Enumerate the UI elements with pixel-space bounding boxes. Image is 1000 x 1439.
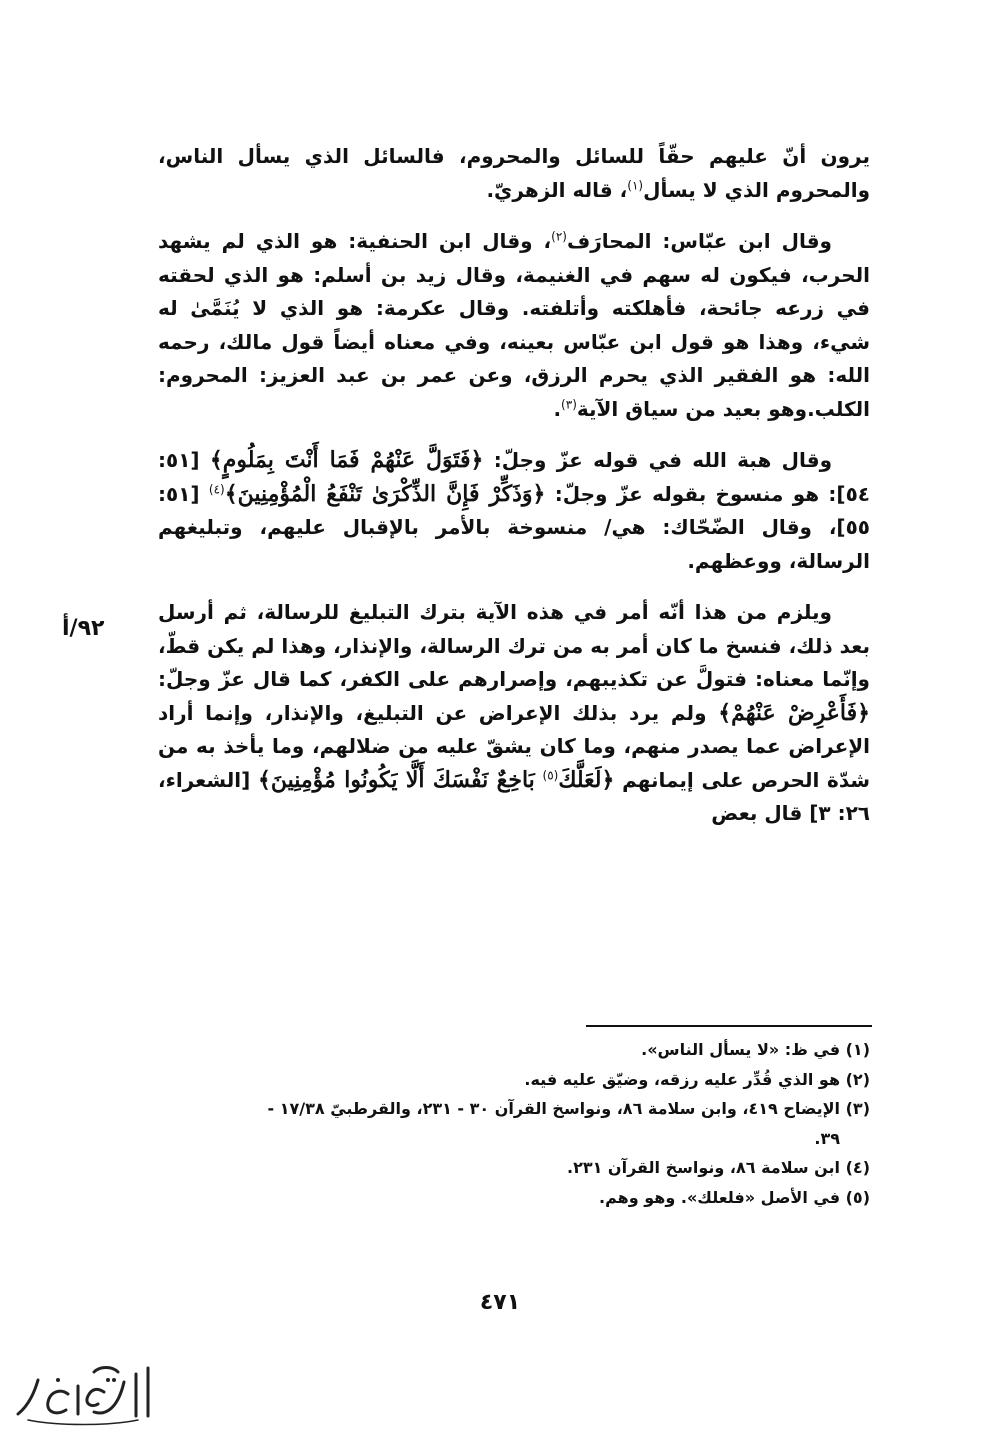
paragraph-1 <box>158 140 870 207</box>
footnote-ref-5: (٥) <box>542 767 559 782</box>
main-text <box>158 140 870 841</box>
folio-margin-note: ٩٢/أ <box>62 616 105 641</box>
paragraph-2 <box>158 225 870 426</box>
paragraph-3 <box>158 444 870 578</box>
quran-verse-2: ﴿وَذَكِّرْ فَإِنَّ الذِّكْرَىٰ تَنْفَعُ الْمُؤْمِنِينَ﴾ <box>224 480 546 507</box>
footnote-5: (٥) في الأصل «فلعلك». وهو وهم. <box>599 1187 870 1207</box>
footnote-separator <box>586 1025 872 1027</box>
paragraph-2-text: وقال ابن عبّاس: المحارَف <box>566 229 832 253</box>
quran-verse-3: ﴿فَأَعْرِضْ عَنْهُمْ﴾ <box>718 699 871 726</box>
footnote-4: (٤) ابن سلامة ٨٦، ونواسخ القرآن ٢٣١. <box>566 1158 870 1177</box>
paragraph-4-text-mid: ولم يرد بذلك الإعراض عن التبليغ، والإنذار، وإنما أراد الإعراض عما يصدر منهم، وما كان يشقّ عليه من ضلالهم، وما يأخذ به من شدّة الحرص على إيمانهم <box>158 700 871 792</box>
paragraph-4 <box>158 596 870 831</box>
calligraphy-logo <box>8 1358 158 1430</box>
footnote-ref-4: (٤) <box>208 481 225 496</box>
footnote-2: (٢) هو الذي قُدِّر عليه رزقه، وضيّق عليه فيه. <box>524 1069 870 1089</box>
footnote-ref-2: (٢) <box>551 229 567 244</box>
paragraph-2-text-end: . <box>553 396 562 421</box>
quran-verse-1: ﴿فَتَوَلَّ عَنْهُمْ فَمَا أَنْتَ بِمَلُومٍ﴾ <box>209 447 484 473</box>
paragraph-4-text-end: [الشعراء، ٢٦: ٣] قال بعض <box>158 767 870 825</box>
footnotes <box>158 1035 870 1212</box>
footnote-3-continued: ٣٩. <box>814 1128 840 1148</box>
paragraph-4-text: ويلزم من هذا أنّه أمر في هذه الآية بترك التبليغ للرسالة، ثم أرسل بعد ذلك، فنسخ ما كان أمر به من ترك الرسالة، والإنذار، وهذا لم يكن قطّ، وإنّما معناه: فتولَّ عن تكذيبهم، وإصرارهم على الكفر، كما قال عزّ وجلّ: <box>158 600 870 691</box>
paragraph-1-text: يرون أنّ عليهم حقّاً للسائل والمحروم، فالسائل الذي يسأل الناس، والمحروم الذي لا يسأل <box>158 144 870 202</box>
paragraph-3-text-end: [٥١: ٥٥]، وقال الضّحّاك: هي/ منسوخة بالأمر بالإقبال عليهم، وتبليغهم الرسالة، ووعظهم. <box>158 481 870 573</box>
quran-verse-4-start: ﴿لَعَلَّكَ <box>558 766 615 793</box>
quran-verse-4-end: بَاخِعٌ نَفْسَكَ أَلَّا يَكُونُوا مُؤْمِنِينَ﴾ <box>257 766 535 793</box>
paragraph-2-text-mid: ، وقال ابن الحنفية: هو الذي لم يشهد الحرب، فيكون له سهم في الغنيمة، وقال زيد بن أسلم: هو الذي لحقته في زرعه جائحة، فأهلكته وأتلفته. وقال عكرمة: هو الذي لا يُنَمَّىٰ له شيء، وهذا هو قول ابن عبّاس بعينه، وفي معناه أيضاً قول مالك، رحمه الله: هو الفقير الذي يحرم الرزق، وعن عمر بن عبد العزيز: المحروم: الكلب.وهو بعيد من سياق الآية <box>158 229 870 421</box>
footnote-1: (١) في ظ: «لا يسأل الناس». <box>641 1040 870 1059</box>
footnote-3: (٣) الإيضاح ٤١٩، وابن سلامة ٨٦، ونواسخ القرآن ٣٠ - ٢٣١، والقرطبيّ ١٧/٣٨ - <box>267 1099 870 1118</box>
paragraph-3-text: وقال هبة الله في قوله عزّ وجلّ: <box>493 448 832 472</box>
footnote-ref-1: (١) <box>627 177 644 192</box>
page-number: ٤٧١ <box>479 1290 521 1315</box>
paragraph-1-text-end: ، قاله الزهريّ. <box>486 177 628 202</box>
paragraph-3-text-mid: [٥١: ٥٤]: هو منسوخ بقوله عزّ وجلّ: <box>158 448 870 506</box>
footnote-ref-3: (٣) <box>561 396 577 411</box>
